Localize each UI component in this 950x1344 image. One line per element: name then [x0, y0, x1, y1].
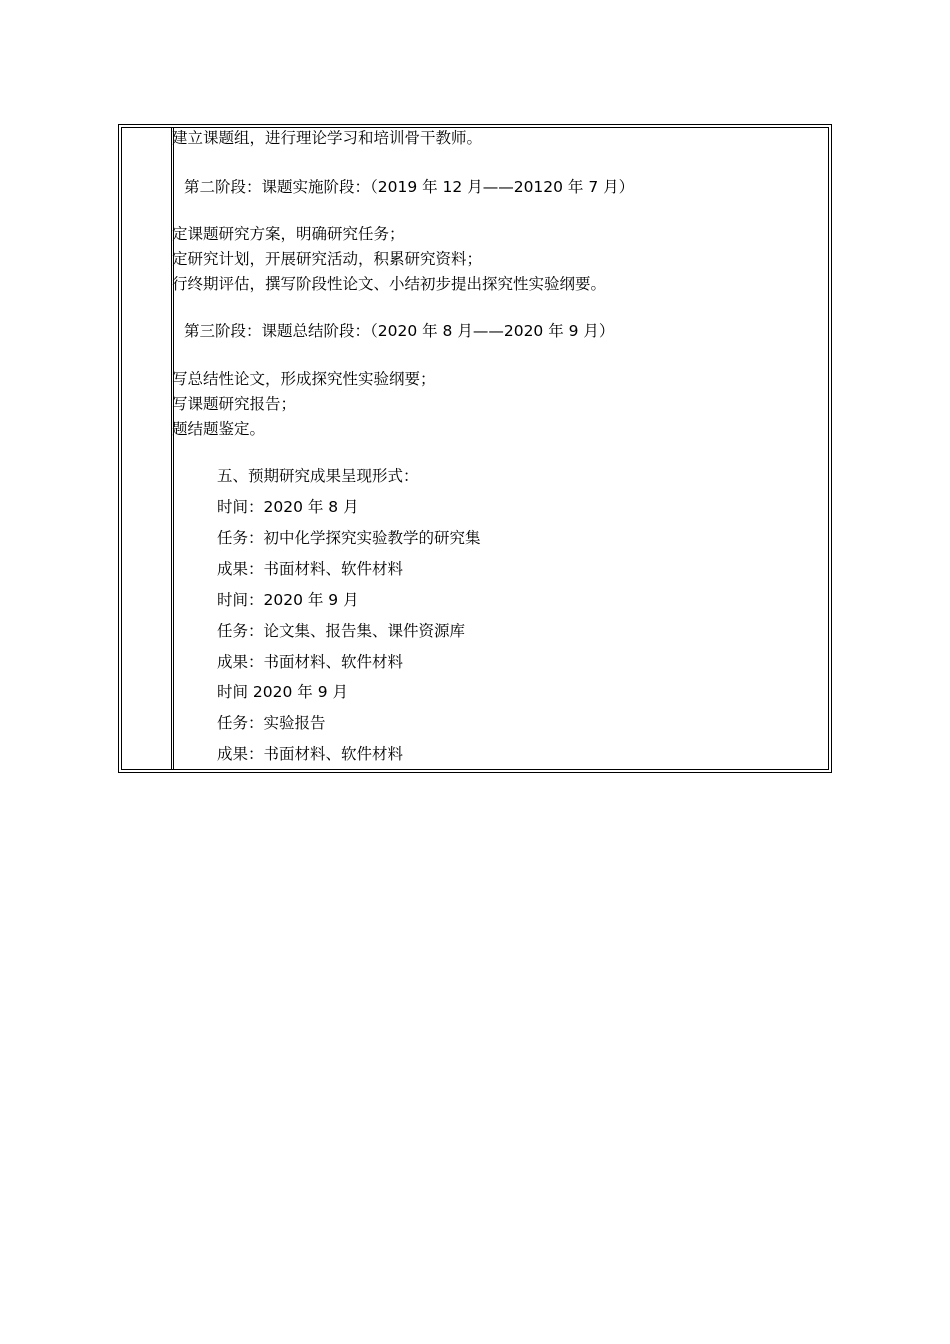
text-line-3: 定课题研究方案，明确研究任务；	[172, 225, 405, 243]
outcome-item: 任务：初中化学探究实验教学的研究集	[217, 529, 481, 547]
outcome-item: 成果：书面材料、软件材料	[217, 560, 404, 578]
text-line-7: 写总结性论文，形成探究性实验纲要；	[172, 370, 436, 388]
content-table	[118, 124, 832, 773]
outcome-item: 时间：2020 年 9 月	[217, 591, 359, 609]
outcome-item: 成果：书面材料、软件材料	[217, 745, 404, 763]
stage-three-heading: 第三阶段：课题总结阶段：（2020 年 8 月——2020 年 9 月）	[184, 322, 615, 340]
text-line-8: 写课题研究报告；	[172, 395, 297, 413]
text-line-4: 定研究计划，开展研究活动，积累研究资料；	[172, 250, 483, 268]
text-line-1: 建立课题组，进行理论学习和培训骨干教师。	[172, 129, 483, 147]
outcome-item: 成果：书面材料、软件材料	[217, 653, 404, 671]
outcome-item: 任务：实验报告	[217, 714, 326, 732]
text-line-5: 行终期评估，撰写阶段性论文、小结初步提出探究性实验纲要。	[172, 275, 607, 293]
outcome-item: 时间：2020 年 8 月	[217, 498, 359, 516]
outcome-item: 任务：论文集、报告集、课件资源库	[217, 622, 466, 640]
section-five-heading: 五、预期研究成果呈现形式：	[217, 467, 419, 485]
text-line-9: 题结题鉴定。	[172, 420, 266, 438]
outcome-item: 时间 2020 年 9 月	[217, 683, 349, 701]
stage-two-heading: 第二阶段：课题实施阶段：（2019 年 12 月——20120 年 7 月）	[184, 178, 635, 196]
